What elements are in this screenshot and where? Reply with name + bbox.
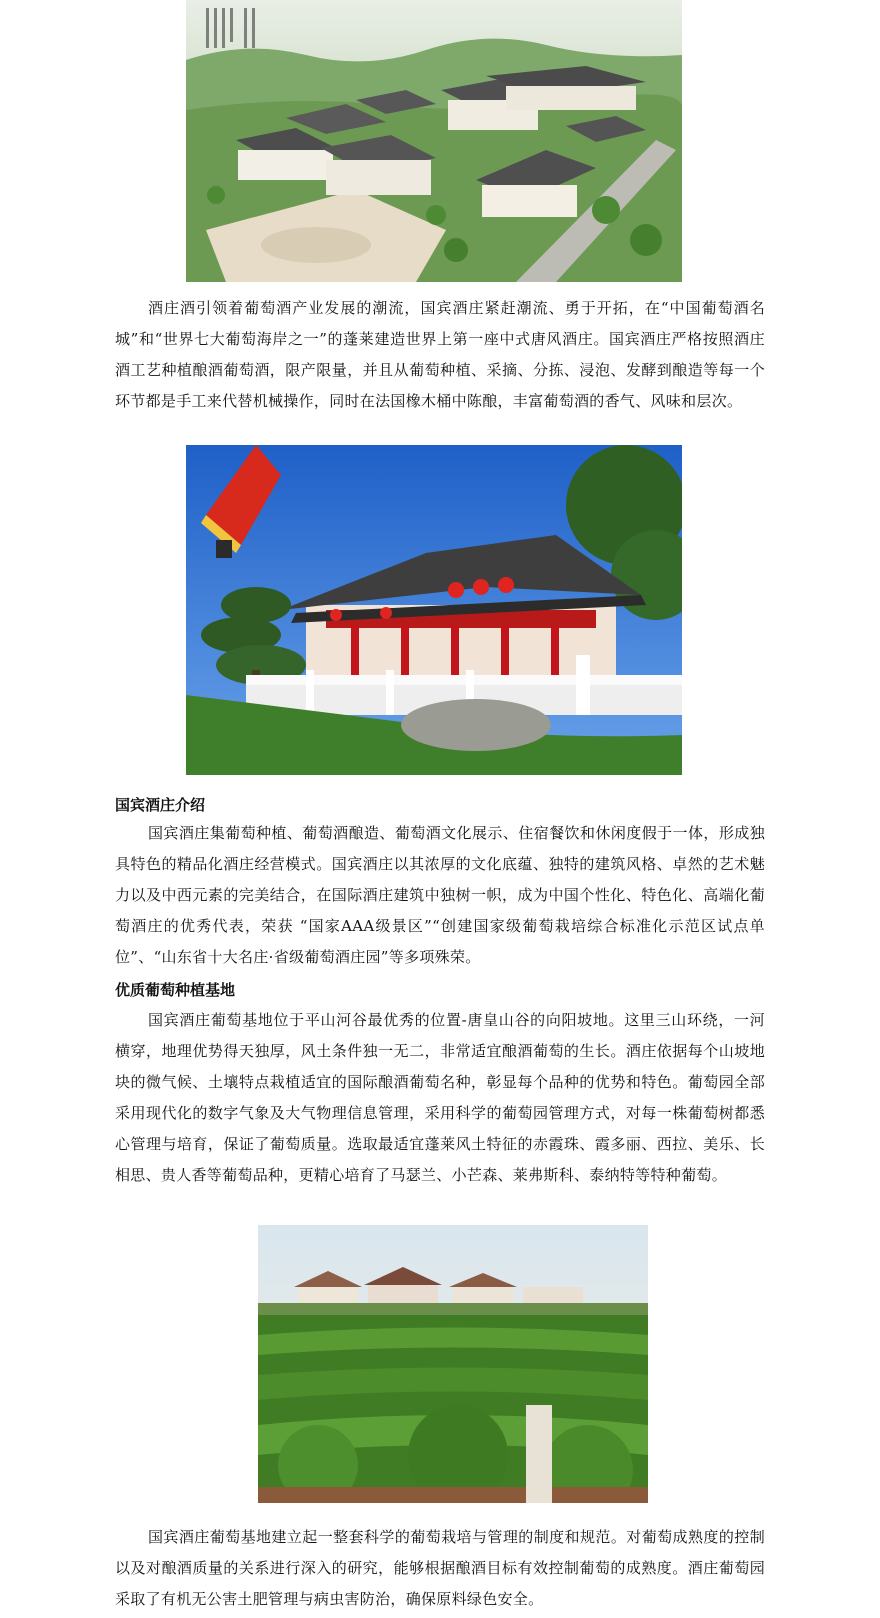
- tang-style-gate-photo: [186, 445, 682, 775]
- base-heading: 优质葡萄种植基地: [115, 981, 236, 999]
- about-paragraph: 国宾酒庄集葡萄种植、葡萄酒酿造、葡萄酒文化展示、住宿餐饮和休闲度假于一体，形成独具特色的精品化酒庄经营模式。国宾酒庄以其浓厚的文化底蕴、独特的建筑风格、卓然的艺术魅力以及中西元素的完美结合，在国际酒庄建筑中独树一帜，成为中国个性化、特色化、高端化葡萄酒庄的优秀代表，荣获 “国家AAA级景区”“创建国家级葡萄栽培综合标准化示范区试点单位”、“山东省十大名庄·省级葡萄酒庄园”等多项殊荣。: [115, 824, 765, 966]
- about-heading: 国宾酒庄介绍: [115, 796, 206, 814]
- aerial-chateau-photo: [186, 0, 682, 282]
- vineyard-photo: [258, 1225, 648, 1503]
- intro-paragraph: 酒庄酒引领着葡萄酒产业发展的潮流，国宾酒庄紧赶潮流、勇于开拓，在“中国葡萄酒名城”和“世界七大葡萄海岸之一”的蓬莱建造世界上第一座中式唐风酒庄。国宾酒庄严格按照酒庄酒工艺种植酿酒葡萄酒，限产限量，并且从葡萄种植、采摘、分拣、浸泡、发酵到酿造等每一个环节都是手工来代替机械操作，同时在法国橡木桶中陈酿，丰富葡萄酒的香气、风味和层次。: [115, 299, 765, 410]
- system-paragraph: 国宾酒庄葡萄基地建立起一整套科学的葡萄栽培与管理的制度和规范。对葡萄成熟度的控制以及对酿酒质量的关系进行深入的研究，能够根据酿酒目标有效控制葡萄的成熟度。酒庄葡萄园采取了有机无公害土肥管理与病虫害防治，确保原料绿色安全。: [115, 1528, 765, 1608]
- base-paragraph: 国宾酒庄葡萄基地位于平山河谷最优秀的位置-唐皇山谷的向阳坡地。这里三山环绕，一河横穿，地理优势得天独厚，风土条件独一无二，非常适宜酿酒葡萄的生长。酒庄依据每个山坡地块的微气候、土壤特点栽植适宜的国际酿酒葡萄名种，彰显每个品种的优势和特色。葡萄园全部采用现代化的数字气象及大气物理信息管理，采用科学的葡萄园管理方式，对每一株葡萄树都悉心管理与培育，保证了葡萄质量。选取最适宜蓬莱风土特征的赤霞珠、霞多丽、西拉、美乐、长相思、贵人香等葡萄品种，更精心培育了马瑟兰、小芒森、莱弗斯科、泰纳特等特种葡萄。: [115, 1011, 765, 1184]
